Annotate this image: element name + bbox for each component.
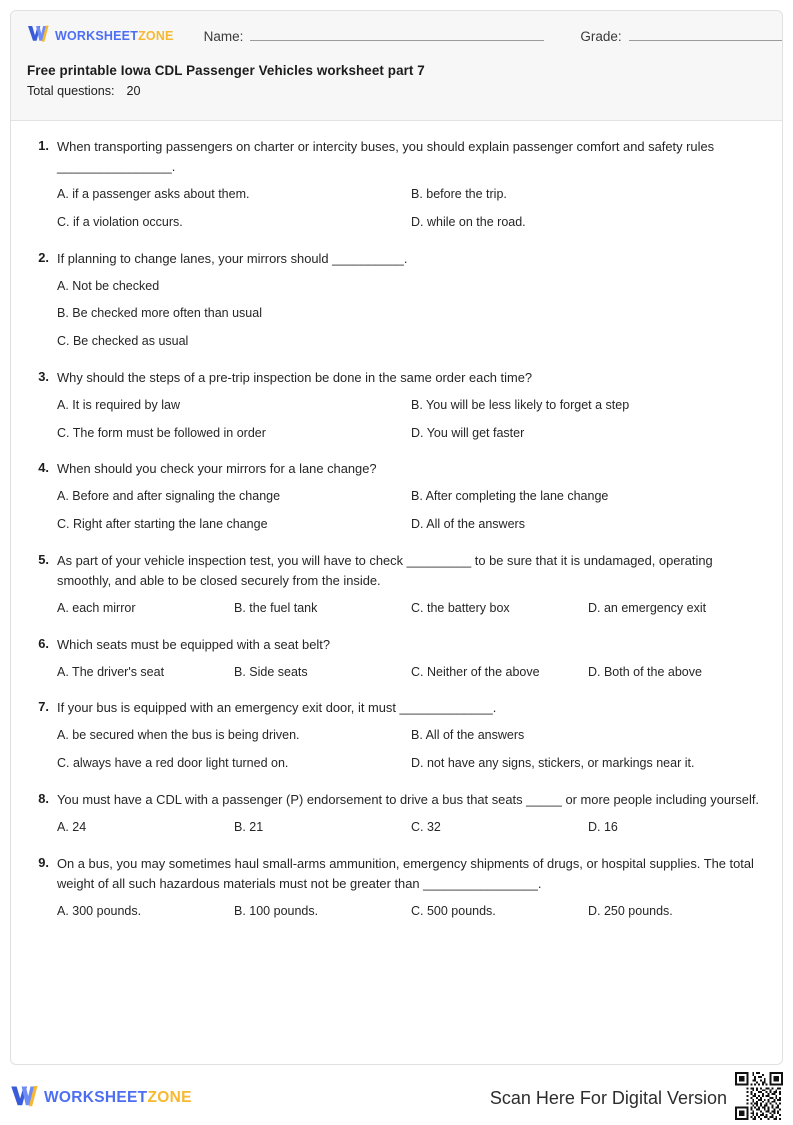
question-number: 4.: [38, 460, 49, 476]
total-questions: [27, 84, 766, 98]
name-field-line[interactable]: [250, 28, 544, 41]
question-text: Why should the steps of a pre-trip inspection be done in the same order each time?: [57, 369, 533, 385]
grade-field-label: Grade:: [580, 29, 622, 44]
name-field[interactable]: [204, 28, 545, 44]
question-text: On a bus, you may sometimes haul small-arms ammunition, emergency shipments of drugs, or hospital supplies. The total weight of all such hazardous materials must not be greater than ________________.: [57, 855, 754, 891]
answer-option[interactable]: B. 21: [234, 819, 264, 834]
question-item: [29, 790, 764, 837]
brand-logo-text: [55, 29, 174, 43]
answer-option[interactable]: A. Not be checked: [57, 278, 160, 293]
answer-option[interactable]: A. 24: [57, 819, 87, 834]
question-body: [49, 368, 764, 443]
question-body: [49, 459, 764, 534]
answer-options: [57, 726, 764, 773]
worksheetzone-w-logo-icon: [27, 25, 49, 47]
question-body: [49, 137, 764, 232]
answer-option[interactable]: D. All of the answers: [411, 517, 525, 531]
answer-option[interactable]: C. The form must be followed in order: [57, 425, 266, 440]
answer-options: [57, 902, 764, 921]
answer-option-row: [57, 818, 764, 837]
answer-options: [57, 818, 764, 837]
qr-code-icon[interactable]: [735, 1072, 783, 1125]
answer-option[interactable]: A. It is required by law: [57, 397, 180, 412]
brand-name-part1: WORKSHEET: [55, 29, 139, 43]
question-text: Which seats must be equipped with a seat belt?: [57, 636, 331, 652]
question-item: [29, 551, 764, 618]
question-item: [29, 249, 764, 351]
answer-option[interactable]: B. You will be less likely to forget a step: [411, 397, 630, 412]
question-number: 6.: [38, 635, 49, 651]
answer-options: [57, 185, 764, 232]
answer-option[interactable]: A. The driver's seat: [57, 664, 165, 679]
answer-option-row: [57, 515, 764, 534]
title-block: [27, 63, 766, 98]
answer-options: [57, 396, 764, 443]
scan-prompt-text: Scan Here For Digital Version: [489, 1087, 727, 1108]
answer-options: [57, 599, 764, 618]
answer-option-row: [57, 424, 764, 443]
answer-option[interactable]: B. After completing the lane change: [411, 489, 609, 504]
question-number: 2.: [38, 249, 49, 265]
brand-logo-header: [27, 25, 174, 47]
question-text: As part of your vehicle inspection test, you will have to check _________ to be sure that it is undamaged, operating smoothly, and able to be closed securely from the inside.: [57, 552, 713, 588]
question-number: 1.: [38, 138, 49, 153]
questions-list: [11, 121, 782, 920]
grade-field-line[interactable]: [629, 28, 783, 41]
question-item: [29, 368, 764, 443]
answer-option[interactable]: A. 300 pounds.: [57, 903, 142, 918]
answer-option-row: [57, 754, 764, 773]
question-item: [29, 137, 764, 232]
question-number: 5.: [38, 551, 49, 567]
answer-option-row: [57, 213, 764, 232]
question-item: [29, 459, 764, 534]
question-text: When transporting passengers on charter or intercity buses, you should explain passenger comfort and safety rules ________________.: [57, 139, 715, 174]
answer-option[interactable]: B. All of the answers: [411, 728, 525, 743]
answer-option[interactable]: A. be secured when the bus is being driven.: [57, 728, 300, 743]
answer-option-row: [57, 726, 764, 745]
question-number: 7.: [38, 699, 49, 715]
answer-option[interactable]: D. 250 pounds.: [588, 903, 673, 918]
answer-option[interactable]: B. 100 pounds.: [234, 903, 319, 918]
question-text: You must have a CDL with a passenger (P) endorsement to drive a bus that seats _____ or more people including yourself.: [57, 791, 759, 807]
answer-option[interactable]: A. if a passenger asks about them.: [57, 187, 250, 201]
brand-name-part1: WORKSHEET: [44, 1089, 148, 1106]
page-title: Free printable Iowa CDL Passenger Vehicles worksheet part 7: [27, 63, 425, 78]
brand-name-part2: ZONE: [147, 1089, 192, 1106]
question-body: [49, 249, 764, 351]
answer-option-row: [57, 487, 764, 506]
answer-options: [57, 663, 764, 682]
brand-logo-footer: [10, 1085, 192, 1112]
question-item: [29, 635, 764, 682]
worksheet-page: [10, 10, 783, 1065]
answer-option-row: [57, 304, 764, 323]
answer-options: [57, 277, 764, 351]
question-number: 3.: [38, 368, 49, 384]
answer-option[interactable]: D. Both of the above: [588, 664, 702, 679]
answer-option[interactable]: C. Neither of the above: [411, 664, 540, 679]
brand-name-part2: ZONE: [138, 29, 174, 43]
answer-option[interactable]: A. Before and after signaling the change: [57, 489, 281, 504]
answer-option[interactable]: B. Be checked more often than usual: [57, 306, 262, 321]
answer-option[interactable]: D. while on the road.: [411, 214, 526, 229]
grade-field[interactable]: [580, 28, 783, 44]
answer-option[interactable]: C. 500 pounds.: [411, 903, 496, 918]
answer-option-row: [57, 277, 764, 296]
answer-options: [57, 487, 764, 534]
name-field-label: Name:: [203, 29, 244, 44]
answer-option[interactable]: A. each mirror: [57, 600, 136, 615]
total-questions-value: 20: [126, 84, 141, 98]
answer-option[interactable]: C. Be checked as usual: [57, 334, 189, 348]
answer-option[interactable]: D. not have any signs, stickers, or markings near it.: [411, 756, 695, 770]
answer-option-row: [57, 332, 764, 351]
question-text: When should you check your mirrors for a lane change?: [57, 461, 377, 477]
total-questions-label: Total questions:: [27, 84, 115, 98]
answer-option[interactable]: C. if a violation occurs.: [57, 214, 183, 229]
answer-option-row: [57, 185, 764, 204]
answer-option[interactable]: B. Side seats: [234, 664, 308, 679]
question-body: [49, 790, 764, 837]
answer-option[interactable]: C. 32: [411, 819, 441, 834]
question-text: If your bus is equipped with an emergency exit door, it must _____________.: [57, 700, 497, 716]
answer-option[interactable]: D. 16: [588, 819, 618, 834]
question-body: [49, 698, 764, 773]
question-body: [49, 635, 764, 682]
answer-option[interactable]: D. an emergency exit: [588, 600, 707, 615]
worksheet-header: [11, 11, 782, 121]
answer-option[interactable]: C. Right after starting the lane change: [57, 517, 268, 531]
answer-option[interactable]: B. the fuel tank: [234, 600, 318, 615]
question-body: [49, 551, 764, 618]
answer-option[interactable]: C. always have a red door light turned on.: [57, 756, 289, 770]
worksheet-footer: [10, 1075, 783, 1121]
question-text: If planning to change lanes, your mirrors should __________.: [57, 250, 408, 266]
answer-option[interactable]: C. the battery box: [411, 600, 510, 615]
question-item: [29, 854, 764, 921]
worksheetzone-w-logo-icon: [10, 1085, 38, 1112]
answer-option-row: [57, 663, 764, 682]
answer-option[interactable]: D. You will get faster: [411, 425, 525, 440]
question-body: [49, 854, 764, 921]
question-item: [29, 698, 764, 773]
question-number: 8.: [38, 790, 49, 806]
answer-option-row: [57, 396, 764, 415]
answer-option-row: [57, 902, 764, 921]
question-number: 9.: [38, 854, 49, 870]
answer-option[interactable]: B. before the trip.: [411, 187, 507, 201]
answer-option-row: [57, 599, 764, 618]
header-top-row: [27, 24, 766, 48]
brand-logo-text: [44, 1089, 192, 1107]
